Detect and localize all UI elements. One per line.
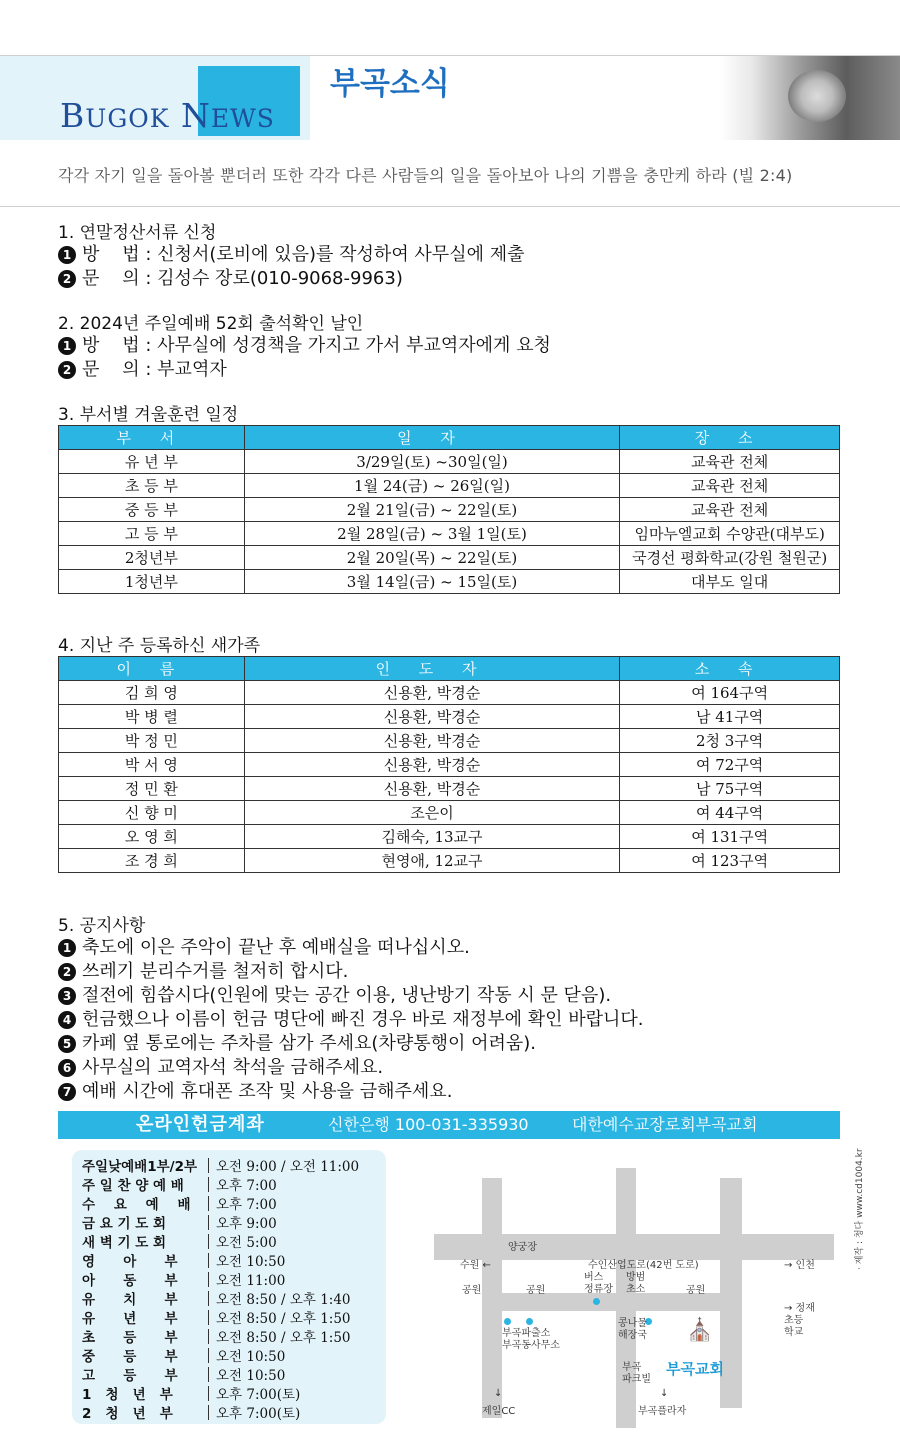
- new-family-table: [58, 656, 840, 873]
- location-map: [420, 1168, 840, 1428]
- schedule-time: 오후 7:00(토): [216, 1406, 301, 1422]
- schedule-name: 초 등 부: [82, 1330, 178, 1346]
- map-label: 제일CC: [482, 1406, 516, 1417]
- logo: [0, 56, 310, 140]
- notice-item: 1 축도에 이은 주악이 끝난 후 예배실을 떠나십시오.: [58, 933, 470, 959]
- map-label: 공원: [526, 1285, 546, 1296]
- worship-schedule-box: [72, 1150, 386, 1424]
- table-row: [59, 777, 840, 801]
- number-badge-icon: 2: [58, 963, 76, 981]
- schedule-row: [82, 1193, 277, 1213]
- divider: [0, 206, 900, 207]
- notice-item: 3 절전에 힘씁시다(인원에 맞는 공간 이용, 냉난방기 작동 시 문 닫음).: [58, 981, 611, 1007]
- schedule-row: [82, 1155, 359, 1175]
- notice-item: 5 카페 옆 통로에는 주차를 삼가 주세요(차량통행이 어려움).: [58, 1029, 536, 1055]
- notice-item: 7 예배 시간에 휴대폰 조작 및 사용을 금해주세요.: [58, 1077, 452, 1103]
- table-cell: 2월 21일(금) ~ 22일(토): [244, 498, 620, 522]
- header-photo: [720, 56, 900, 140]
- schedule-row: [82, 1231, 277, 1251]
- schedule-name: 유 년 부: [82, 1311, 178, 1327]
- schedule-row: [82, 1383, 300, 1403]
- table-header-row: [59, 657, 840, 681]
- column-header: 일 자: [244, 426, 620, 450]
- schedule-name: 영 아 부: [82, 1254, 178, 1270]
- table-cell: 1월 24(금) ~ 26일(일): [244, 474, 620, 498]
- table-row: [59, 546, 840, 570]
- schedule-name: 새 벽 기 도 회: [82, 1235, 167, 1251]
- separator: [208, 1215, 209, 1230]
- table-cell: 2청 3구역: [620, 729, 840, 753]
- separator: [208, 1196, 209, 1211]
- schedule-row: [82, 1250, 285, 1270]
- table-cell: 초 등 부: [59, 474, 245, 498]
- notice-item: 2 쓰레기 분리수거를 철저히 합시다.: [58, 957, 348, 983]
- table-cell: 신용환, 박경순: [244, 705, 620, 729]
- map-label: 방범 초소: [626, 1272, 646, 1295]
- schedule-name: 1 청 년 부: [82, 1387, 173, 1403]
- map-label: 부곡플라자: [638, 1406, 687, 1417]
- number-badge-icon: 5: [58, 1035, 76, 1053]
- map-label: 부곡 파크빌: [622, 1362, 651, 1385]
- table-row: [59, 570, 840, 594]
- table-cell: 신용환, 박경순: [244, 681, 620, 705]
- map-label: 공원: [686, 1285, 706, 1296]
- column-header: 이 름: [59, 657, 245, 681]
- location-marker-icon: [504, 1318, 511, 1325]
- table-cell: 조은이: [244, 801, 620, 825]
- table-row: [59, 522, 840, 546]
- map-label: 버스 정류장: [584, 1272, 613, 1295]
- table-cell: 교육관 전체: [620, 474, 840, 498]
- bus-stop-marker-icon: [593, 1298, 600, 1305]
- table-cell: 2청년부: [59, 546, 245, 570]
- notice-item: 6 사무실의 교역자석 착석을 금해주세요.: [58, 1053, 383, 1079]
- schedule-time: 오전 8:50 / 오후 1:50: [216, 1330, 351, 1346]
- notice-item: 4 헌금했으나 이름이 헌금 명단에 빠진 경우 바로 재정부에 확인 바랍니다.: [58, 1005, 643, 1031]
- schedule-time: 오전 10:50: [216, 1254, 286, 1270]
- column-header: 장 소: [620, 426, 840, 450]
- table-cell: 남 75구역: [620, 777, 840, 801]
- schedule-time: 오후 9:00: [216, 1216, 277, 1232]
- table-cell: 여 72구역: [620, 753, 840, 777]
- schedule-name: 고 등 부: [82, 1368, 178, 1384]
- credit-text: · 제작 : 청다 www.cd1004.kr: [855, 1148, 865, 1270]
- table-cell: 신용환, 박경순: [244, 729, 620, 753]
- number-badge-icon: 3: [58, 987, 76, 1005]
- schedule-row: [82, 1364, 285, 1384]
- bible-verse: 각각 자기 일을 돌아볼 뿐더러 또한 각각 다른 사람들의 일을 돌아보아 나의 기쁨을 충만케 하라 (빌 2:4): [58, 166, 793, 185]
- table-row: [59, 825, 840, 849]
- table-cell: 대부도 일대: [620, 570, 840, 594]
- separator: [208, 1158, 209, 1173]
- section-1-line: 2 문 의 : 김성수 장로(010-9068-9963): [58, 264, 403, 290]
- section-2-title: 2. 2024년 주일예배 52회 출석확인 날인: [58, 314, 364, 334]
- schedule-row: [82, 1269, 285, 1289]
- table-cell: 2월 20일(목) ~ 22일(토): [244, 546, 620, 570]
- schedule-row: [82, 1402, 300, 1422]
- number-badge-icon: 1: [58, 246, 76, 264]
- table-row: [59, 801, 840, 825]
- section-1-line: 1 방 법 : 신청서(로비에 있음)를 작성하여 사무실에 제출: [58, 240, 524, 266]
- table-cell: 김해숙, 13교구: [244, 825, 620, 849]
- table-row: [59, 753, 840, 777]
- map-label: 콩나물 해장국: [618, 1318, 647, 1341]
- map-label: 양궁장: [508, 1242, 537, 1253]
- table-cell: 여 164구역: [620, 681, 840, 705]
- column-header: 부 서: [59, 426, 245, 450]
- section-3-title: 3. 부서별 겨울훈련 일정: [58, 405, 239, 425]
- separator: [208, 1367, 209, 1382]
- table-cell: 오 영 희: [59, 825, 245, 849]
- schedule-time: 오전 10:50: [216, 1368, 286, 1384]
- separator: [208, 1348, 209, 1363]
- table-cell: 교육관 전체: [620, 450, 840, 474]
- table-cell: 임마누엘교회 수양관(대부도): [620, 522, 840, 546]
- church-icon: ⛪: [686, 1318, 714, 1343]
- table-cell: 유 년 부: [59, 450, 245, 474]
- logo-text: BUGOK NEWS: [60, 96, 275, 135]
- table-cell: 김 희 영: [59, 681, 245, 705]
- table-cell: 여 131구역: [620, 825, 840, 849]
- table-cell: 중 등 부: [59, 498, 245, 522]
- table-cell: 여 44구역: [620, 801, 840, 825]
- table-header-row: [59, 426, 840, 450]
- schedule-time: 오전 11:00: [216, 1273, 286, 1289]
- section-2-line: 2 문 의 : 부교역자: [58, 355, 227, 381]
- schedule-row: [82, 1326, 351, 1346]
- table-cell: 신 향 미: [59, 801, 245, 825]
- table-row: [59, 681, 840, 705]
- number-badge-icon: 2: [58, 270, 76, 288]
- separator: [208, 1177, 209, 1192]
- schedule-time: 오전 9:00 / 오전 11:00: [216, 1159, 360, 1175]
- account-holder: 대한예수교장로회부곡교회: [572, 1115, 758, 1134]
- number-badge-icon: 4: [58, 1011, 76, 1029]
- online-offering-account-bar: [58, 1111, 840, 1139]
- location-marker-icon: [526, 1318, 533, 1325]
- schedule-row: [82, 1288, 351, 1308]
- table-row: [59, 729, 840, 753]
- schedule-time: 오후 7:00: [216, 1178, 277, 1194]
- schedule-row: [82, 1212, 277, 1232]
- separator: [208, 1329, 209, 1344]
- table-row: [59, 498, 840, 522]
- number-badge-icon: 7: [58, 1083, 76, 1101]
- table-cell: 박 병 렬: [59, 705, 245, 729]
- schedule-time: 오후 7:00(토): [216, 1387, 301, 1403]
- account-label: 온라인헌금계좌: [136, 1114, 265, 1135]
- number-badge-icon: 2: [58, 361, 76, 379]
- schedule-time: 오전 5:00: [216, 1235, 277, 1251]
- table-row: [59, 705, 840, 729]
- schedule-name: 수 요 예 배: [82, 1197, 191, 1213]
- table-cell: 정 민 환: [59, 777, 245, 801]
- map-label: 수원 ←: [460, 1260, 491, 1271]
- table-cell: 남 41구역: [620, 705, 840, 729]
- number-badge-icon: 6: [58, 1059, 76, 1077]
- table-cell: 1청년부: [59, 570, 245, 594]
- column-header: 인 도 자: [244, 657, 620, 681]
- table-cell: 신용환, 박경순: [244, 777, 620, 801]
- schedule-name: 아 동 부: [82, 1273, 178, 1289]
- table-cell: 2월 28일(금) ~ 3월 1일(토): [244, 522, 620, 546]
- table-cell: 3월 14일(금) ~ 15일(토): [244, 570, 620, 594]
- schedule-row: [82, 1174, 277, 1194]
- schedule-name: 유 치 부: [82, 1292, 178, 1308]
- separator: [208, 1291, 209, 1306]
- column-header: 소 속: [620, 657, 840, 681]
- schedule-time: 오전 10:50: [216, 1349, 286, 1365]
- separator: [208, 1253, 209, 1268]
- schedule-name: 금 요 기 도 회: [82, 1216, 167, 1232]
- schedule-row: [82, 1307, 351, 1327]
- map-label: 부곡파출소 부곡동사무소: [502, 1328, 560, 1351]
- table-row: [59, 849, 840, 873]
- separator: [208, 1272, 209, 1287]
- table-cell: 고 등 부: [59, 522, 245, 546]
- table-row: [59, 474, 840, 498]
- table-cell: 3/29일(토) ~30일(일): [244, 450, 620, 474]
- separator: [208, 1386, 209, 1401]
- training-schedule-table: [58, 425, 840, 594]
- page-title: 부곡소식: [330, 66, 450, 102]
- schedule-name: 중 등 부: [82, 1349, 178, 1365]
- table-cell: 교육관 전체: [620, 498, 840, 522]
- schedule-time: 오전 8:50 / 오후 1:50: [216, 1311, 351, 1327]
- number-badge-icon: 1: [58, 337, 76, 355]
- number-badge-icon: 1: [58, 939, 76, 957]
- direction-arrow-icon: ↓: [494, 1388, 503, 1399]
- schedule-name: 주일낮예배1부/2부: [82, 1159, 198, 1175]
- table-cell: 박 서 영: [59, 753, 245, 777]
- map-label: → 인천: [784, 1260, 815, 1271]
- table-cell: 현영애, 12교구: [244, 849, 620, 873]
- section-4-title: 4. 지난 주 등록하신 새가족: [58, 636, 261, 656]
- separator: [208, 1405, 209, 1420]
- table-cell: 신용환, 박경순: [244, 753, 620, 777]
- section-2-line: 1 방 법 : 사무실에 성경책을 가지고 가서 부교역자에게 요청: [58, 331, 551, 357]
- separator: [208, 1310, 209, 1325]
- schedule-time: 오전 8:50 / 오후 1:40: [216, 1292, 351, 1308]
- section-5-title: 5. 공지사항: [58, 916, 146, 936]
- schedule-time: 오후 7:00: [216, 1197, 277, 1213]
- map-label: → 정재 초등 학교: [784, 1303, 815, 1338]
- table-cell: 여 123구역: [620, 849, 840, 873]
- tree-stump-image: [788, 70, 846, 122]
- map-label: 공원: [462, 1285, 482, 1296]
- table-cell: 조 경 희: [59, 849, 245, 873]
- section-1-title: 1. 연말정산서류 신청: [58, 223, 217, 243]
- schedule-name: 2 청 년 부: [82, 1406, 173, 1422]
- schedule-row: [82, 1345, 285, 1365]
- church-label: 부곡교회: [666, 1360, 724, 1378]
- table-cell: 국경선 평화학교(강원 철원군): [620, 546, 840, 570]
- separator: [208, 1234, 209, 1249]
- table-cell: 박 정 민: [59, 729, 245, 753]
- schedule-name: 주 일 찬 양 예 배: [82, 1178, 184, 1194]
- map-label: 수인산업도로(42번 도로): [588, 1260, 699, 1271]
- direction-arrow-icon: ↓: [660, 1388, 669, 1399]
- header: [0, 56, 900, 140]
- account-number: 신한은행 100-031-335930: [328, 1115, 529, 1134]
- table-row: [59, 450, 840, 474]
